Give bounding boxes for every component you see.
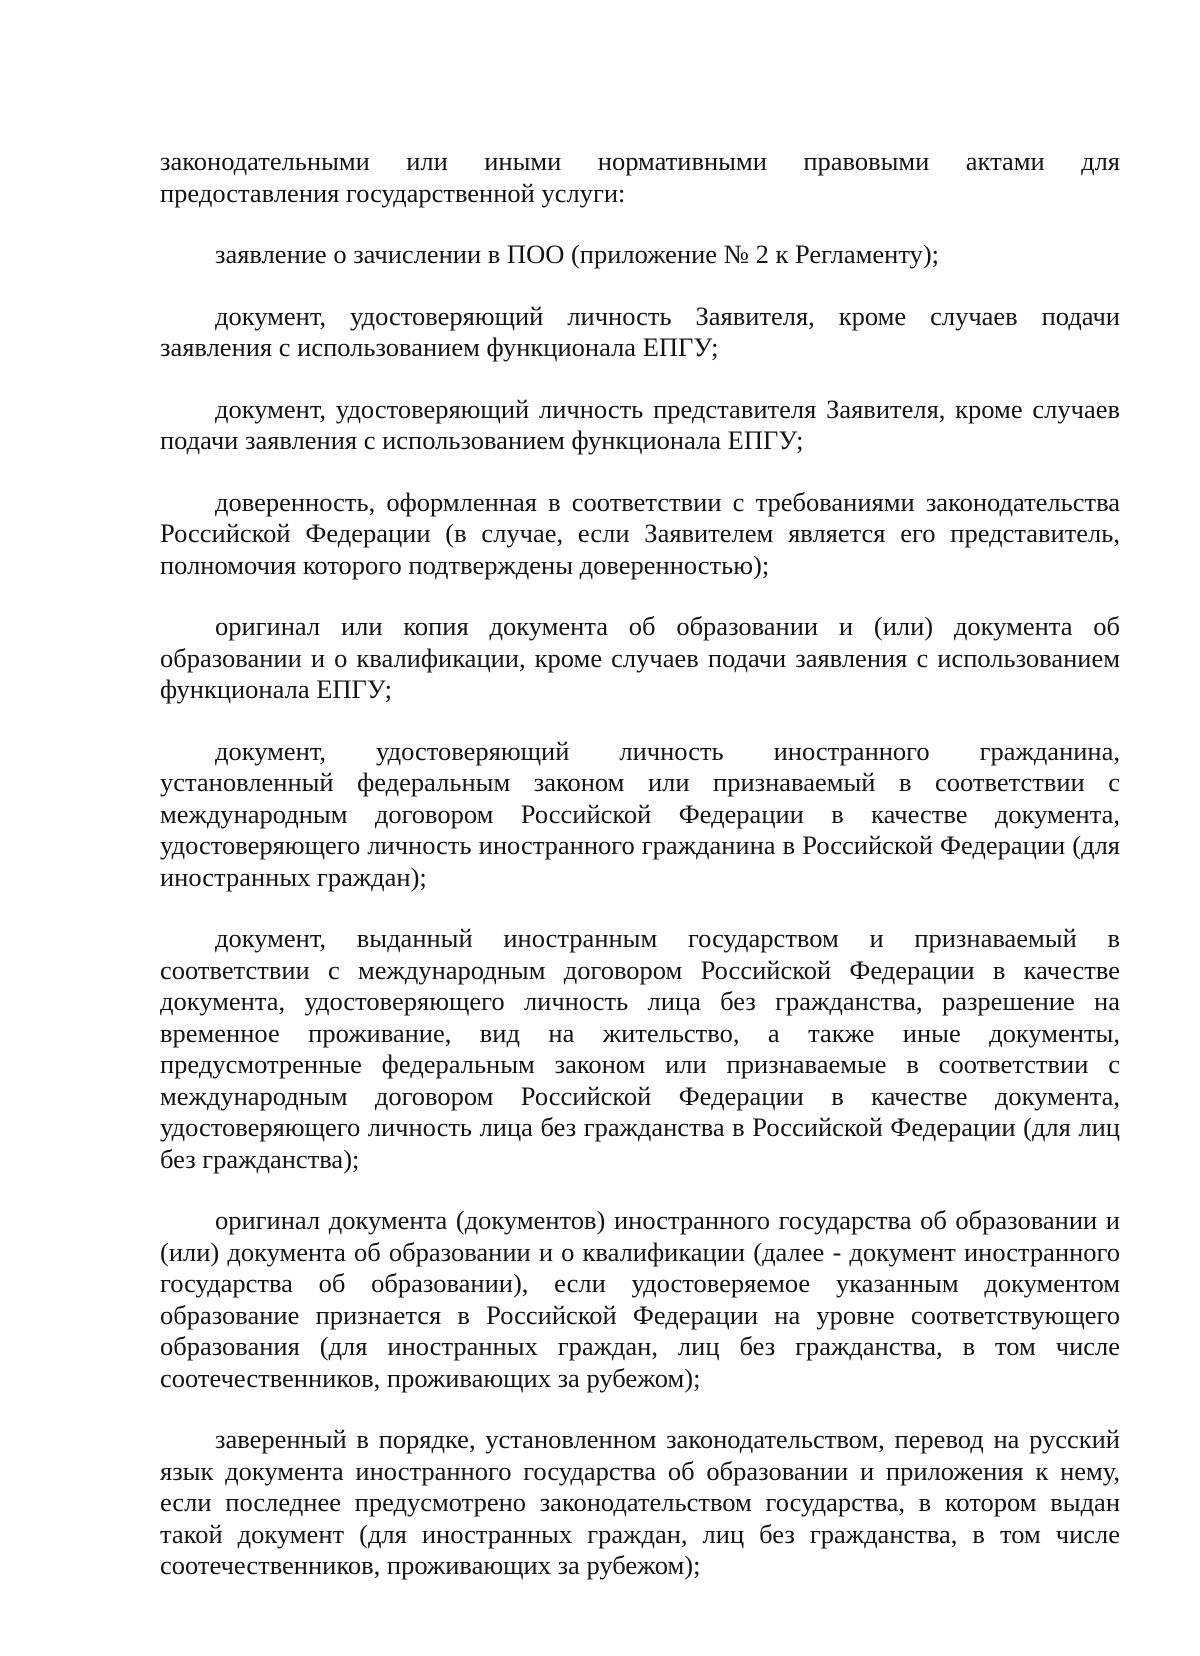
document-page [160, 146, 1120, 1612]
paragraph-stateless-id: документ, выданный иностранным государством и признаваемый в соответствии с международным договором Российской Федерации в качестве документа, удостоверяющего личность лица без гражданства, разрешение на временное проживание, вид на жительство, а также иные документы, предусмотренные федеральным законом или признаваемые в соответствии с международным договором Российской Федерации в качестве документа, удостоверяющего личность лица без гражданства в Российской Федерации (для лиц без гражданства); [160, 923, 1120, 1174]
paragraph-power-of-attorney: доверенность, оформленная в соответствии с требованиями законодательства Российской Федерации (в случае, если Заявителем является его представитель, полномочия которого подтверждены доверенностью); [160, 486, 1120, 580]
paragraph-representative-id: документ, удостоверяющий личность представителя Заявителя, кроме случаев подачи заявления с использованием функционала ЕПГУ; [160, 393, 1120, 455]
paragraph-applicant-id: документ, удостоверяющий личность Заявителя, кроме случаев подачи заявления с использованием функционала ЕПГУ; [160, 300, 1120, 362]
paragraph-certified-translation: заверенный в порядке, установленном законодательством, перевод на русский язык документа иностранного государства об образовании и приложения к нему, если последнее предусмотрено законодательством государства, в котором выдан такой документ (для иностранных граждан, лиц без гражданства, в том числе соотечественников, проживающих за рубежом); [160, 1424, 1120, 1580]
paragraph-foreign-citizen-id: документ, удостоверяющий личность иностранного гражданина, установленный федеральным законом или признаваемый в соответствии с международным договором Российской Федерации в качестве документа, удостоверяющего личность иностранного гражданина в Российской Федерации (для иностранных граждан); [160, 735, 1120, 892]
paragraph-education-document: оригинал или копия документа об образовании и (или) документа об образовании и о квалификации, кроме случаев подачи заявления с использованием функционала ЕПГУ; [160, 611, 1120, 704]
paragraph-intro: законодательными или иными нормативными правовыми актами для предоставления государственной услуги: [160, 146, 1120, 208]
paragraph-foreign-education-original: оригинал документа (документов) иностранного государства об образовании и (или) документа об образовании и о квалификации (далее - документ иностранного государства об образовании), если удостоверяемое указанным документом образование признается в Российской Федерации на уровне соответствующего образования (для иностранных граждан, лиц без гражданства, в том числе соотечественников, проживающих за рубежом); [160, 1205, 1120, 1393]
paragraph-application: заявление о зачислении в ПОО (приложение № 2 к Регламенту); [215, 239, 940, 269]
